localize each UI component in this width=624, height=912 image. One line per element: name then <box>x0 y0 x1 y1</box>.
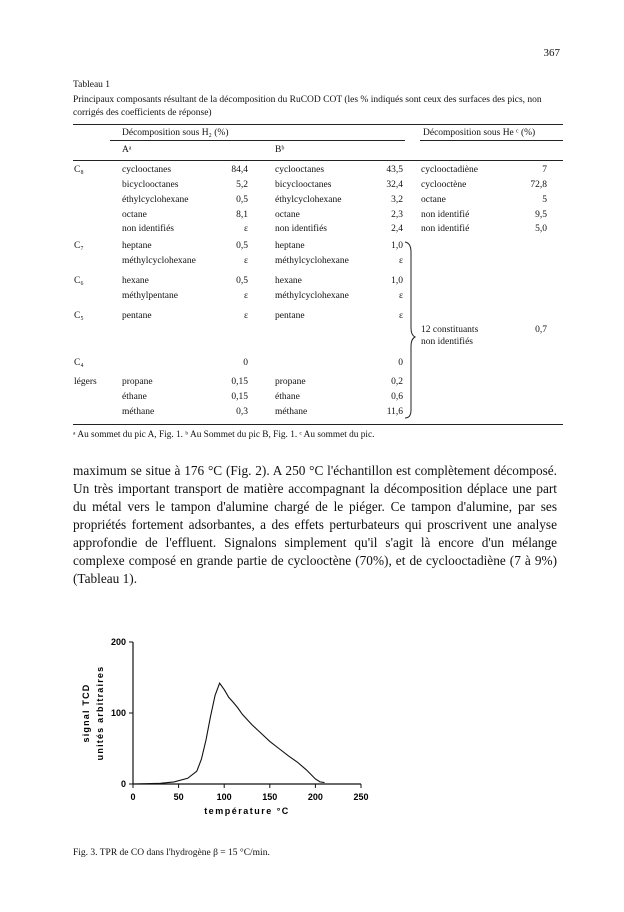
x-tick-label: 200 <box>307 792 323 802</box>
x-tick-label: 150 <box>262 792 278 802</box>
table-cell: propane <box>122 377 153 387</box>
table-cell: éthylcyclohexane <box>122 195 189 205</box>
table-rule-top <box>73 124 563 125</box>
header-he: Décomposition sous He ᶜ (%) <box>423 128 536 138</box>
table-cell: 0,5 <box>236 195 248 205</box>
table-cell: méthane <box>275 407 308 417</box>
x-tick-label: 100 <box>216 792 232 802</box>
table-cell: 0 <box>398 358 403 368</box>
table-cell: 0,7 <box>535 325 547 335</box>
table-cell: non identifié <box>421 210 470 220</box>
subheader-b: Bᵇ <box>275 145 285 155</box>
x-tick-label: 50 <box>173 792 184 802</box>
table-cell: 12 constituants <box>421 325 479 335</box>
table-cell: 2,4 <box>391 224 403 234</box>
table-cell: bicyclooctanes <box>275 180 332 190</box>
table-cell: heptane <box>122 241 152 251</box>
table-cell: éthane <box>122 392 147 402</box>
table-cell: propane <box>275 377 306 387</box>
page-number: 367 <box>543 47 560 59</box>
table-cell: ε <box>244 311 248 321</box>
table-caption: Principaux composants résultant de la décomposition du RuCOD COT (les % indiqués sont ceux des surfaces des pics, non corrigés des coefficients de réponse) <box>73 95 542 118</box>
table-cell: heptane <box>275 241 305 251</box>
table-cell: cyclooctène <box>421 180 467 190</box>
table-cell: 72,8 <box>530 180 547 190</box>
table-rule-head <box>73 160 563 161</box>
table-cell: 32,4 <box>386 180 403 190</box>
table-cell: cyclooctadiène <box>421 165 478 175</box>
y-tick-label: 0 <box>120 779 126 789</box>
table-cell: octane <box>122 210 147 220</box>
table-cell: ε <box>244 291 248 301</box>
table-cell: 0,6 <box>391 392 403 402</box>
table-title: Tableau 1 <box>73 80 111 90</box>
table-cell: bicyclooctanes <box>122 180 179 190</box>
table-cell: ε <box>244 224 248 234</box>
table-footnote: ᵃ Au sommet du pic A, Fig. 1. ᵇ Au Sommet du pic B, Fig. 1. ᶜ Au sommet du pic. <box>73 430 375 440</box>
x-axis-label: température °C <box>204 806 290 816</box>
y-tick-label: 200 <box>110 637 126 647</box>
table-cell: méthane <box>122 407 155 417</box>
table-cell: non identifiés <box>421 337 473 347</box>
table-cell: méthylcyclohexane <box>275 256 349 266</box>
table-cell: éthylcyclohexane <box>275 195 342 205</box>
subheader-a: Aᵃ <box>122 145 132 155</box>
table-cell: hexane <box>275 276 302 286</box>
table-cell: non identifiés <box>275 224 327 234</box>
table-cell: non identifié <box>421 224 470 234</box>
table-cell: 0,3 <box>236 407 248 417</box>
table-cell: 2,3 <box>391 210 403 220</box>
table-rule-sub-h2 <box>110 140 405 141</box>
table-cell: 11,6 <box>386 407 403 417</box>
table-cell: cyclooctanes <box>122 165 172 175</box>
table-cell: 5 <box>542 195 547 205</box>
table-cell: méthylpentane <box>122 291 178 301</box>
table-cell: 3,2 <box>391 195 403 205</box>
table-cell: 0,2 <box>391 377 403 387</box>
table-cell: 1,0 <box>391 241 403 251</box>
table-cell: pentane <box>275 311 305 321</box>
table-cell: 8,1 <box>236 210 248 220</box>
table-cell: méthylcyclohexane <box>122 256 196 266</box>
table-cell: ε <box>399 311 403 321</box>
table-cell: ε <box>399 291 403 301</box>
table-cell: 84,4 <box>231 165 248 175</box>
group-c8: C₈ <box>74 165 84 175</box>
table-cell: octane <box>421 195 446 205</box>
table-cell: 43,5 <box>386 165 403 175</box>
group-legers: légers <box>74 377 97 387</box>
table-cell: ε <box>399 256 403 266</box>
table-cell: 0,5 <box>236 241 248 251</box>
table-cell: méthylcyclohexane <box>275 291 349 301</box>
y-axis-label-units: unités arbitraires <box>95 665 105 761</box>
table-cell: hexane <box>122 276 149 286</box>
table-cell: éthane <box>275 392 300 402</box>
group-c5: C₅ <box>74 311 84 321</box>
table-cell: octane <box>275 210 300 220</box>
body-paragraph: maximum se situe à 176 °C (Fig. 2). A 250 °C l'échantillon est complètement décomposé. Un très important transport de matière accompagnant la décomposition déplace une part du métal vers le tampon d'alumine chargé de le piéger. Ce tampon d'alumine, par ses propriétés fortement adsorbantes, a des effets perturbateurs qui proscrivent une analyse approfondie de l'effluent. Signalons simplement qu'il s'agit là encore d'un mélange complexe composé en grande partie de cyclooctène (70%), et de cyclooctadiène (7 à 9%) (Tableau 1). <box>73 463 557 586</box>
table-cell: 9,5 <box>535 210 547 220</box>
x-tick-label: 250 <box>353 792 369 802</box>
group-c4: C₄ <box>74 358 84 368</box>
table-cell: 5,0 <box>535 224 547 234</box>
table-rule-bottom <box>73 424 563 425</box>
x-tick-label: 0 <box>130 792 136 802</box>
group-c7: C₇ <box>74 241 84 251</box>
y-axis-label: signal TCD <box>81 683 91 743</box>
table-cell: 5,2 <box>236 180 248 190</box>
table-cell: 0,15 <box>231 377 248 387</box>
table-rule-sub-he <box>420 140 563 141</box>
y-tick-label: 100 <box>110 708 126 718</box>
table-cell: non identifiés <box>122 224 174 234</box>
tpr-chart <box>73 630 393 840</box>
header-h2: Décomposition sous H₂ (%) <box>122 128 229 138</box>
table-cell: pentane <box>122 311 152 321</box>
table-cell: 0,15 <box>231 392 248 402</box>
group-c6: C₆ <box>74 276 84 286</box>
table-cell: ε <box>244 256 248 266</box>
table-cell: 0 <box>243 358 248 368</box>
figure-caption: Fig. 3. TPR de CO dans l'hydrogène β = 15 °C/min. <box>73 848 270 858</box>
table-cell: 1,0 <box>391 276 403 286</box>
table-brace <box>404 240 416 420</box>
table-cell: cyclooctanes <box>275 165 325 175</box>
table-cell: 7 <box>542 165 547 175</box>
series-line <box>133 683 325 784</box>
table-cell: 0,5 <box>236 276 248 286</box>
